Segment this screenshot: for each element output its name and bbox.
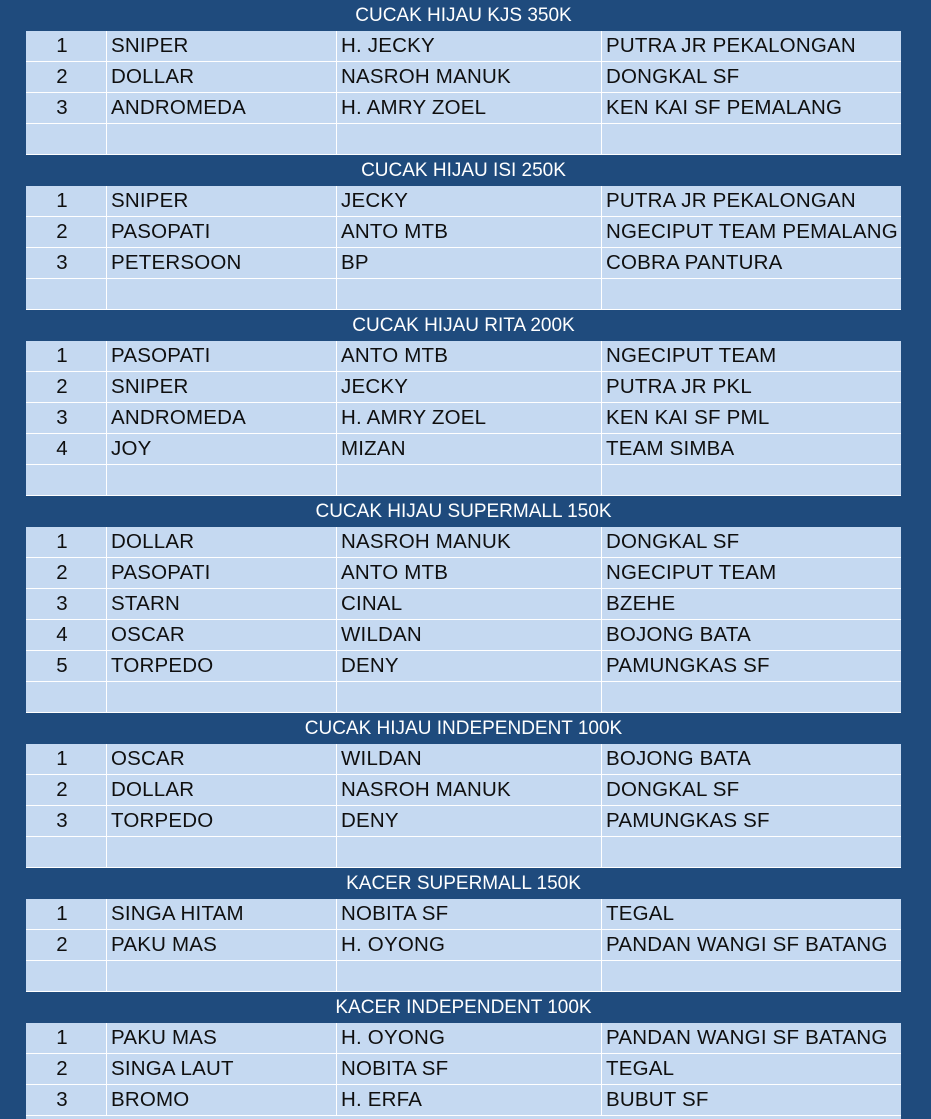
table-row <box>26 651 901 682</box>
table-row <box>26 403 901 434</box>
bird-name-cell: SINGA LAUT <box>107 1054 337 1084</box>
rank-cell: 5 <box>26 651 107 681</box>
empty-cell <box>337 279 602 309</box>
table-row <box>26 1023 901 1054</box>
bird-name-cell: OSCAR <box>107 620 337 650</box>
section-6 <box>26 992 901 1116</box>
bird-name-cell: SINGA HITAM <box>107 899 337 929</box>
team-name-cell: COBRA PANTURA <box>606 251 783 274</box>
table-row <box>26 620 901 651</box>
section-title: CUCAK HIJAU KJS 350K <box>26 0 901 31</box>
table-row <box>26 341 901 372</box>
team-name-cell: PAMUNGKAS SF <box>606 809 770 832</box>
team-name-cell: PUTRA JR PEKALONGAN <box>606 34 856 57</box>
rank-cell: 2 <box>26 372 107 402</box>
owner-name-cell: H. OYONG <box>337 1023 602 1053</box>
bird-name-cell: PAKU MAS <box>107 1023 337 1053</box>
table-row <box>26 434 901 465</box>
bird-name-cell: JOY <box>107 434 337 464</box>
rank-cell: 4 <box>26 620 107 650</box>
rank-cell: 2 <box>26 62 107 92</box>
empty-cell <box>107 682 337 712</box>
bird-name-cell: DOLLAR <box>107 62 337 92</box>
bird-name-cell: ANDROMEDA <box>107 403 337 433</box>
table-row <box>26 248 901 279</box>
empty-cell <box>602 837 901 867</box>
table-row <box>26 744 901 775</box>
rank-cell: 1 <box>26 899 107 929</box>
rank-cell: 1 <box>26 341 107 371</box>
rank-cell: 2 <box>26 1054 107 1084</box>
table-row <box>26 589 901 620</box>
table-row <box>26 372 901 403</box>
owner-name-cell: WILDAN <box>337 620 602 650</box>
bird-name-cell: ANDROMEDA <box>107 93 337 123</box>
blank-row <box>26 837 901 868</box>
section-0 <box>26 0 901 155</box>
rank-cell: 3 <box>26 589 107 619</box>
owner-name-cell: H. AMRY ZOEL <box>337 93 602 123</box>
rank-cell: 3 <box>26 1085 107 1115</box>
table-row <box>26 527 901 558</box>
rank-cell: 1 <box>26 1023 107 1053</box>
bird-name-cell: DOLLAR <box>107 527 337 557</box>
table-row <box>26 930 901 961</box>
empty-cell <box>26 961 107 991</box>
empty-cell <box>26 837 107 867</box>
empty-cell <box>107 124 337 154</box>
section-title: CUCAK HIJAU ISI 250K <box>26 155 901 186</box>
table-row <box>26 62 901 93</box>
empty-cell <box>337 465 602 495</box>
bird-name-cell: SNIPER <box>107 186 337 216</box>
section-2 <box>26 310 901 496</box>
empty-cell <box>26 465 107 495</box>
empty-cell <box>26 682 107 712</box>
team-name-cell: PUTRA JR PEKALONGAN <box>606 189 856 212</box>
owner-name-cell: ANTO MTB <box>337 558 602 588</box>
team-name-cell: PUTRA JR PKL <box>606 375 752 398</box>
owner-name-cell: DENY <box>337 651 602 681</box>
empty-cell <box>337 124 602 154</box>
bird-name-cell: SNIPER <box>107 31 337 61</box>
team-name-cell: DONGKAL SF <box>606 530 740 553</box>
rank-cell: 3 <box>26 806 107 836</box>
blank-row <box>26 279 901 310</box>
rank-cell: 3 <box>26 248 107 278</box>
rank-cell: 1 <box>26 744 107 774</box>
owner-name-cell: NASROH MANUK <box>337 62 602 92</box>
table-row <box>26 1085 901 1116</box>
section-5 <box>26 868 901 992</box>
section-1 <box>26 155 901 310</box>
team-name-cell: KEN KAI SF PML <box>606 406 770 429</box>
team-name-cell: PAMUNGKAS SF <box>606 654 770 677</box>
table-row <box>26 806 901 837</box>
team-name-cell: BOJONG BATA <box>606 747 751 770</box>
team-name-cell: PANDAN WANGI SF BATANG <box>606 1026 888 1049</box>
empty-cell <box>602 124 901 154</box>
section-title: CUCAK HIJAU RITA 200K <box>26 310 901 341</box>
bird-name-cell: BROMO <box>107 1085 337 1115</box>
bird-name-cell: PASOPATI <box>107 558 337 588</box>
team-name-cell: TEGAL <box>606 1057 675 1080</box>
owner-name-cell: H. AMRY ZOEL <box>337 403 602 433</box>
rank-cell: 2 <box>26 930 107 960</box>
bird-name-cell: DOLLAR <box>107 775 337 805</box>
section-4 <box>26 713 901 868</box>
team-name-cell: TEAM SIMBA <box>606 437 735 460</box>
bird-name-cell: PETERSOON <box>107 248 337 278</box>
rank-cell: 3 <box>26 93 107 123</box>
team-name-cell: BZEHE <box>606 592 676 615</box>
section-3 <box>26 496 901 713</box>
section-title: CUCAK HIJAU SUPERMALL 150K <box>26 496 901 527</box>
team-name-cell: TEGAL <box>606 902 675 925</box>
bird-name-cell: PAKU MAS <box>107 930 337 960</box>
blank-row <box>26 682 901 713</box>
table-row <box>26 775 901 806</box>
table-row <box>26 217 901 248</box>
owner-name-cell: DENY <box>337 806 602 836</box>
table-row <box>26 31 901 62</box>
team-name-cell: BUBUT SF <box>606 1088 709 1111</box>
empty-cell <box>107 465 337 495</box>
team-name-cell: DONGKAL SF <box>606 778 740 801</box>
empty-cell <box>337 837 602 867</box>
rank-cell: 4 <box>26 434 107 464</box>
empty-cell <box>26 279 107 309</box>
empty-cell <box>602 682 901 712</box>
owner-name-cell: NASROH MANUK <box>337 775 602 805</box>
owner-name-cell: JECKY <box>337 186 602 216</box>
results-table <box>26 0 901 1119</box>
blank-row <box>26 961 901 992</box>
empty-cell <box>337 961 602 991</box>
team-name-cell: PANDAN WANGI SF BATANG <box>606 933 888 956</box>
owner-name-cell: NOBITA SF <box>337 1054 602 1084</box>
team-name-cell: BOJONG BATA <box>606 623 751 646</box>
empty-cell <box>107 837 337 867</box>
empty-cell <box>107 961 337 991</box>
team-name-cell: NGECIPUT TEAM PEMALANG <box>606 220 898 243</box>
rank-cell: 2 <box>26 217 107 247</box>
empty-cell <box>107 279 337 309</box>
owner-name-cell: NOBITA SF <box>337 899 602 929</box>
owner-name-cell: ANTO MTB <box>337 341 602 371</box>
empty-cell <box>602 279 901 309</box>
empty-cell <box>337 682 602 712</box>
owner-name-cell: H. OYONG <box>337 930 602 960</box>
blank-row <box>26 124 901 155</box>
owner-name-cell: JECKY <box>337 372 602 402</box>
owner-name-cell: BP <box>337 248 602 278</box>
section-title: CUCAK HIJAU INDEPENDENT 100K <box>26 713 901 744</box>
rank-cell: 1 <box>26 527 107 557</box>
table-row <box>26 899 901 930</box>
section-title: KACER SUPERMALL 150K <box>26 868 901 899</box>
rank-cell: 1 <box>26 31 107 61</box>
rank-cell: 1 <box>26 186 107 216</box>
owner-name-cell: MIZAN <box>337 434 602 464</box>
owner-name-cell: H. ERFA <box>337 1085 602 1115</box>
rank-cell: 3 <box>26 403 107 433</box>
team-name-cell: NGECIPUT TEAM <box>606 561 777 584</box>
table-row <box>26 1054 901 1085</box>
owner-name-cell: WILDAN <box>337 744 602 774</box>
owner-name-cell: CINAL <box>337 589 602 619</box>
bird-name-cell: STARN <box>107 589 337 619</box>
table-row <box>26 93 901 124</box>
bird-name-cell: TORPEDO <box>107 806 337 836</box>
blank-row <box>26 465 901 496</box>
bird-name-cell: PASOPATI <box>107 341 337 371</box>
team-name-cell: DONGKAL SF <box>606 65 740 88</box>
empty-cell <box>602 465 901 495</box>
bird-name-cell: PASOPATI <box>107 217 337 247</box>
rank-cell: 2 <box>26 775 107 805</box>
empty-cell <box>26 124 107 154</box>
owner-name-cell: ANTO MTB <box>337 217 602 247</box>
table-row <box>26 558 901 589</box>
owner-name-cell: H. JECKY <box>337 31 602 61</box>
bird-name-cell: TORPEDO <box>107 651 337 681</box>
bird-name-cell: SNIPER <box>107 372 337 402</box>
team-name-cell: KEN KAI SF PEMALANG <box>606 96 843 119</box>
bird-name-cell: OSCAR <box>107 744 337 774</box>
table-row <box>26 186 901 217</box>
team-name-cell: NGECIPUT TEAM <box>606 344 777 367</box>
section-title: KACER INDEPENDENT 100K <box>26 992 901 1023</box>
empty-cell <box>602 961 901 991</box>
owner-name-cell: NASROH MANUK <box>337 527 602 557</box>
rank-cell: 2 <box>26 558 107 588</box>
